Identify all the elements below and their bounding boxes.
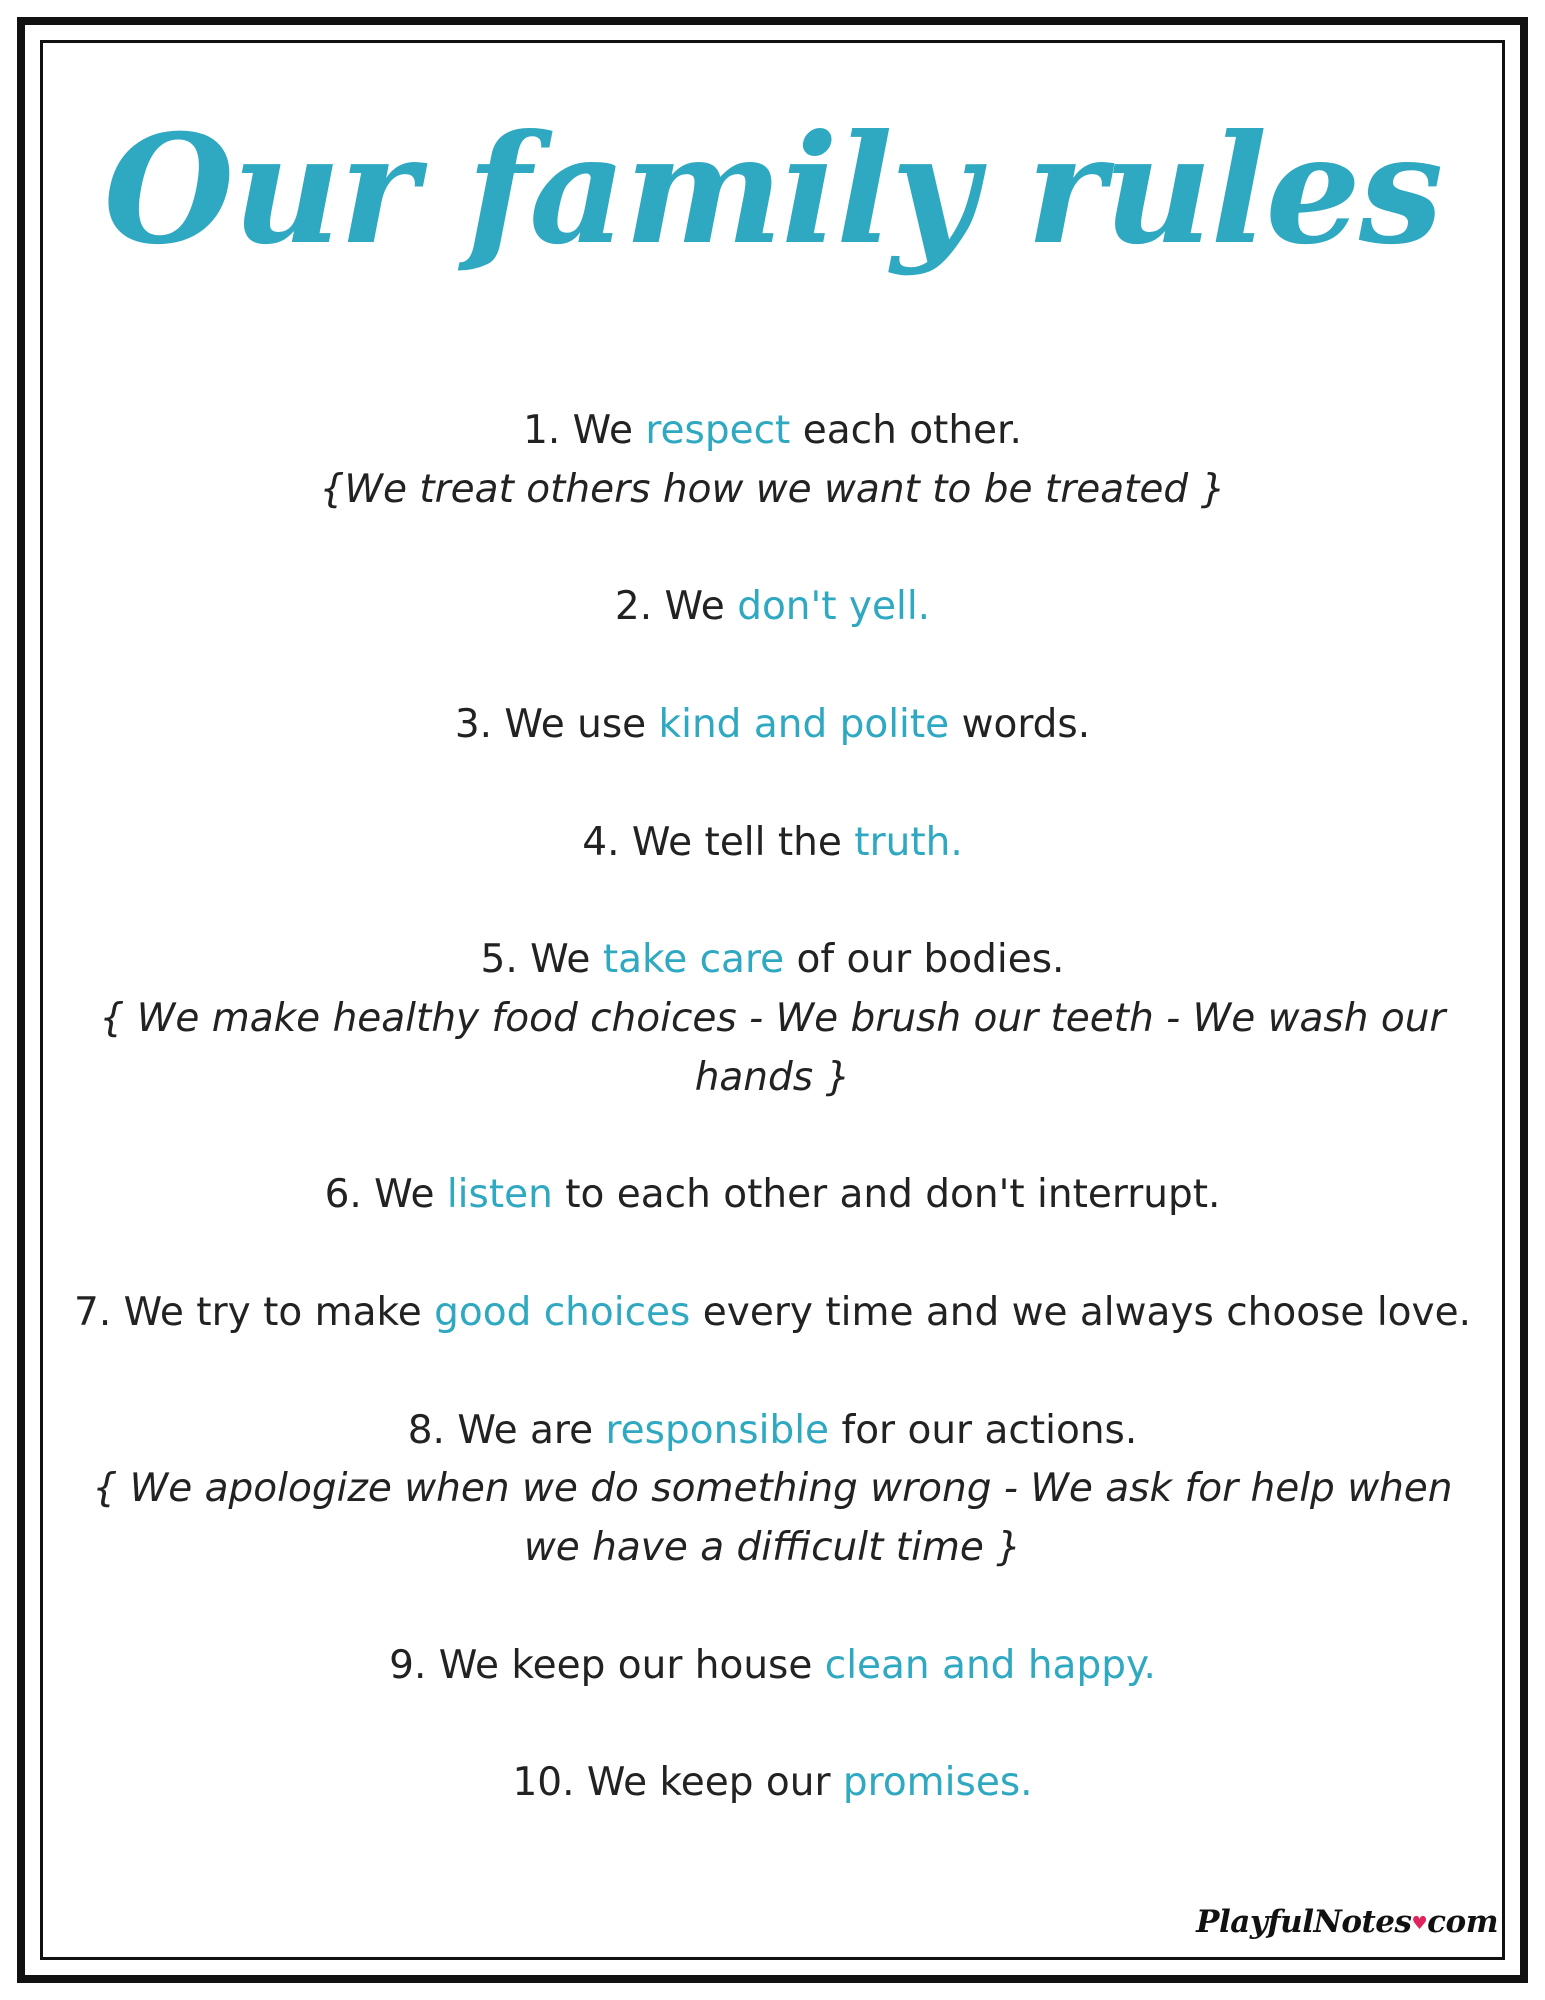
rule-suffix: each other. (790, 408, 1022, 453)
rule-prefix: 5. We (480, 937, 603, 983)
rule-highlight: clean and happy. (824, 1642, 1156, 1688)
rule-suffix: for our actions. (829, 1407, 1138, 1453)
brand-name: PlayfulNotes (1196, 1904, 1412, 1940)
rule-item (70, 1637, 1475, 1696)
rule-note: { We make healthy food choices - We brush our teeth - We wash our hands } (99, 995, 1446, 1100)
rule-text (70, 1637, 1475, 1696)
rule-highlight: respect (645, 408, 791, 453)
rule-highlight: good choices (434, 1289, 691, 1335)
rule-prefix: 1. We (523, 408, 646, 453)
rule-prefix: 8. We are (407, 1407, 606, 1453)
rule-text (70, 931, 1475, 990)
rule-prefix: 6. We (324, 1172, 447, 1218)
rule-item (70, 931, 1475, 1107)
rule-item (70, 696, 1475, 755)
rule-prefix: 4. We tell the (582, 819, 855, 865)
rule-highlight: truth. (854, 819, 963, 865)
rule-text (70, 1284, 1475, 1343)
rule-prefix: 7. We try to make (74, 1289, 435, 1335)
rule-item (70, 402, 1475, 520)
rule-item (70, 1166, 1475, 1225)
rule-item (70, 1402, 1475, 1578)
rule-suffix: every time and we always choose love. (690, 1289, 1471, 1335)
rule-suffix: to each other and don't interrupt. (552, 1172, 1221, 1218)
rule-highlight: responsible (605, 1407, 830, 1453)
rule-item (70, 1754, 1475, 1813)
page-title: Our family rules (103, 102, 1442, 278)
rule-highlight: take care (602, 937, 785, 983)
rule-highlight: promises. (842, 1760, 1033, 1806)
rules-list (70, 402, 1475, 1872)
rule-prefix: 9. We keep our house (389, 1642, 825, 1688)
rule-highlight: kind and polite (658, 701, 950, 747)
heart-icon: ♥ (1411, 1913, 1428, 1934)
rule-text (70, 1402, 1475, 1461)
rule-highlight: don't yell. (737, 584, 931, 630)
brand-watermark (1196, 1904, 1498, 1940)
rule-text (70, 814, 1475, 873)
rule-text (70, 696, 1475, 755)
rule-note: {We treat others how we want to be treated } (319, 466, 1226, 512)
rule-text (70, 402, 1475, 461)
rule-prefix: 10. We keep our (512, 1760, 843, 1806)
rule-text (70, 1754, 1475, 1813)
rule-prefix: 2. We (614, 584, 738, 630)
rule-item (70, 1284, 1475, 1343)
rule-text (70, 1166, 1475, 1225)
brand-suffix: com (1427, 1904, 1498, 1940)
rule-text (70, 578, 1475, 637)
rule-note: { We apologize when we do something wrong - We ask for help when we have a difficult time } (92, 1466, 1453, 1571)
rule-highlight: listen (446, 1172, 553, 1218)
rule-suffix: of our bodies. (784, 937, 1065, 983)
rule-suffix: words. (949, 701, 1091, 747)
rule-item (70, 578, 1475, 637)
rule-prefix: 3. We use (454, 701, 659, 747)
rule-item (70, 814, 1475, 873)
